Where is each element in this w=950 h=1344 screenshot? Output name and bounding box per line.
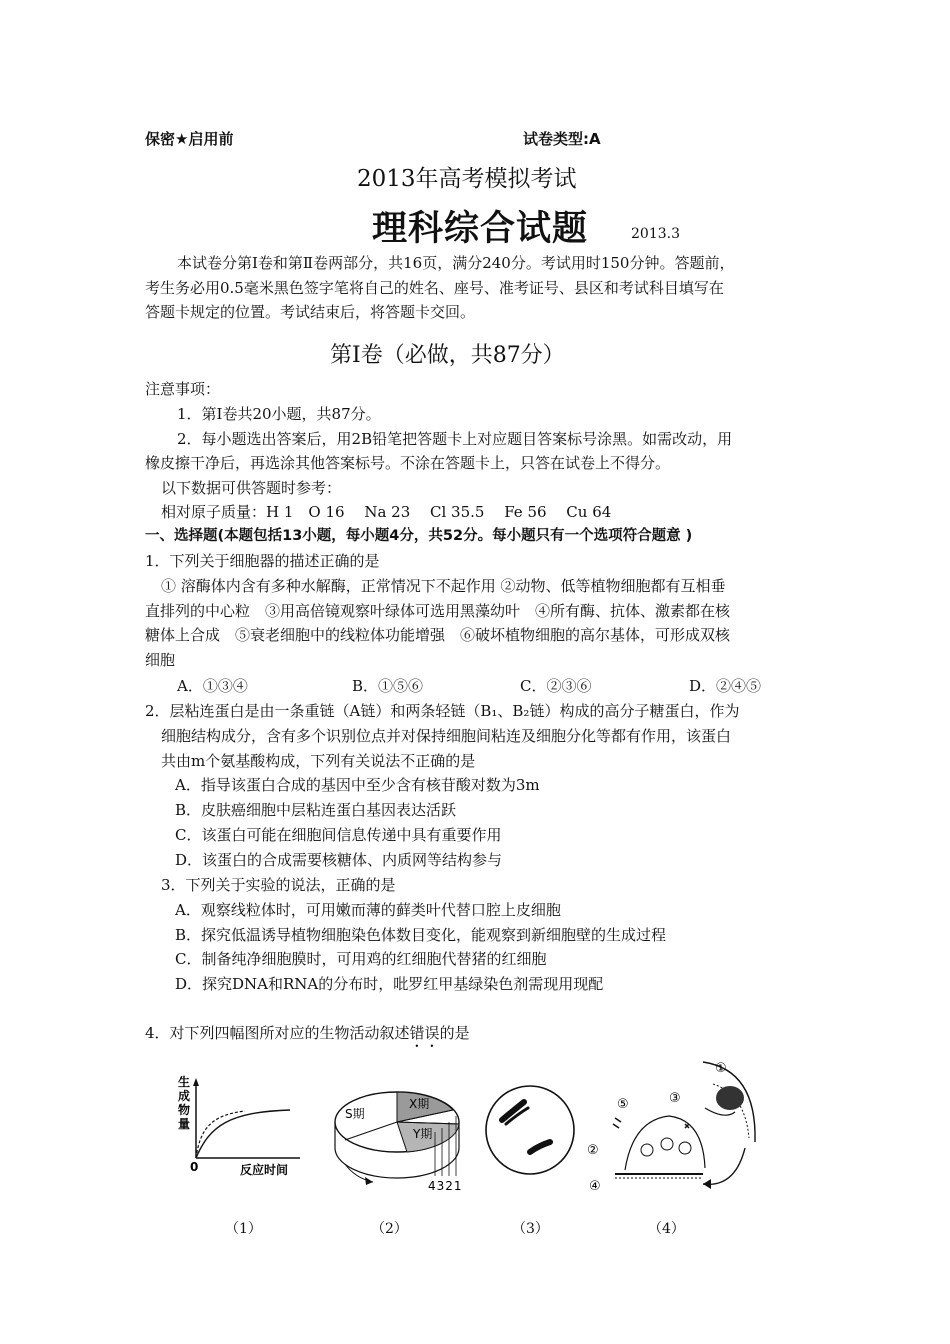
q1-line: ① 溶酶体内含有多种水解酶，正常情况下不起作用 ②动物、低等植物细胞都有互相垂 [161,577,726,595]
fig1-ylabel-1: 生 [178,1075,191,1089]
note-item: 橡皮擦干净后，再选涂其他答案标号。不涂在答题卡上，只答在试卷上不得分。 [145,454,671,472]
fig2-caption: （2） [371,1221,408,1237]
exam-title: 2013年高考模拟考试 [357,166,577,192]
note-item: 1．第Ⅰ卷共20小题，共87分。 [177,405,381,423]
fig2-arrowhead [365,1177,373,1185]
q1-stem: 1．下列关于细胞器的描述正确的是 [145,552,380,570]
q4-stem-emphasis: 错误 [409,1024,440,1042]
q3-option-a: A．观察线粒体时，可用嫩而薄的藓类叶代替口腔上皮细胞 [175,901,561,919]
fig1-caption: （1） [225,1221,262,1237]
fig4-receptor [661,1138,673,1150]
q2-line: 细胞结构成分，含有多个识别位点并对保持细胞间粘连及细胞分化等都有作用，该蛋白 [161,727,732,745]
fig4-label-3: ③ [669,1091,681,1106]
q1-option-b: B．①⑤⑥ [352,677,424,695]
note-item: 2．每小题选出答案后，用2B铅笔把答题卡上对应题目答案标号涂黑。如需改动，用 [177,430,733,448]
q4-stem-post: 的是 [439,1024,470,1042]
q1-line: 糖体上合成 ⑤衰老细胞中的线粒体功能增强 ⑥破坏植物细胞的高尔基体，可形成双核 [145,626,731,644]
fig1-ylabel-4: 量 [178,1117,191,1131]
q4-stem-pre: 4．对下列四幅图所对应的生物活动叙述 [145,1024,410,1042]
figure-1-graph [170,1070,310,1180]
fig4-molecule [685,1124,689,1128]
q3-option-c: C．制备纯净细胞膜时，可用鸡的红细胞代替猪的红细胞 [175,950,547,968]
fig4-arrow-path [703,1148,745,1184]
fig2-x-label: X期 [409,1097,430,1111]
fig2-s-label: S期 [345,1107,365,1121]
figure-2-cell-cycle [325,1078,475,1203]
q2-option-b: B．皮肤癌细胞中层粘连蛋白基因表达活跃 [175,801,457,819]
q1-option-c: C．②③⑥ [520,677,592,695]
q3-option-d: D．探究DNA和RNA的分布时，吡罗红甲基绿染色剂需现用现配 [175,975,604,993]
fig1-xlabel: 反应时间 [240,1163,289,1177]
figure-4-synapse [585,1058,760,1208]
fig1-ylabel-2: 成 [178,1089,191,1103]
intro-line: 本试卷分第Ⅰ卷和第Ⅱ卷两部分，共16页，满分240分。考试用时150分钟。答题前， [177,254,735,272]
fig4-caption: （4） [648,1221,685,1237]
fig1-solid-curve [196,1110,290,1158]
q4-stem [145,1022,470,1051]
fig3-caption: （3） [512,1221,549,1237]
fig1-y-arrow [193,1078,199,1086]
q1-line: 细胞 [145,651,176,669]
fig4-receptor [679,1142,691,1154]
q1-option-a: A．①③④ [177,677,248,695]
q2-line: 2．层粘连蛋白是由一条重链（A链）和两条轻链（B₁、B₂链）构成的高分子糖蛋白，作为 [145,702,740,720]
fig2-numbers: 4321 [428,1179,463,1193]
fig4-label-2: ② [587,1143,599,1158]
fig4-arrowhead [703,1179,711,1189]
fig4-label-4: ④ [589,1179,601,1194]
intro-line: 考生务必用0.5毫米黑色签字笔将自己的姓名、座号、准考证号、县区和考试科目填写在 [145,279,724,297]
figure-3-cell [480,1080,580,1180]
q2-option-d: D．该蛋白的合成需要核糖体、内质网等结构参与 [175,851,503,869]
fig4-receptor [641,1144,653,1156]
secret-label: 保密★启用前 [145,130,234,148]
q3-option-b: B．探究低温诱导植物细胞染色体数目变化，能观察到新细胞壁的生成过程 [175,926,667,944]
fig4-label-5: ⑤ [617,1097,629,1112]
fig3-cell-membrane [486,1086,574,1174]
paper-type-label: 试卷类型:A [523,130,601,148]
subject-title: 理科综合试题 [372,209,589,249]
intro-line: 答题卡规定的位置。考试结束后，将答题卡交回。 [145,303,476,321]
notes-heading: 注意事项： [145,380,221,398]
q2-line: 共由m个氨基酸构成，下列有关说法不正确的是 [161,752,476,770]
part-one-heading: 一、选择题(本题包括13小题，每小题4分，共52分。每小题只有一个选项符合题意 ) [145,528,693,544]
q1-line: 直排列的中心粒 ③用高倍镜观察叶绿体可选用黑藻幼叶 ④所有酶、抗体、激素都在核 [145,602,731,620]
q2-option-c: C．该蛋白可能在细胞间信息传递中具有重要作用 [175,826,502,844]
fig1-ylabel-3: 物 [178,1103,191,1117]
section-title: 第Ⅰ卷（必做，共87分） [330,343,565,368]
fig2-y-label: Y期 [413,1127,433,1141]
fig1-origin: 0 [190,1160,199,1174]
fig4-nucleus [716,1086,744,1110]
note-item: 以下数据可供答题时参考： [161,479,342,497]
fig4-molecule [613,1118,621,1128]
q1-option-d: D．②④⑤ [689,677,762,695]
q3-stem: 3．下列关于实验的说法，正确的是 [161,876,396,894]
exam-date: 2013.3 [631,226,680,242]
fig4-label-1: ① [715,1061,727,1076]
atomic-mass-line: 相对原子质量：H 1 O 16 Na 23 Cl 35.5 Fe 56 Cu 64 [161,503,612,521]
q2-option-a: A．指导该蛋白合成的基因中至少含有核苷酸对数为3m [175,776,540,794]
